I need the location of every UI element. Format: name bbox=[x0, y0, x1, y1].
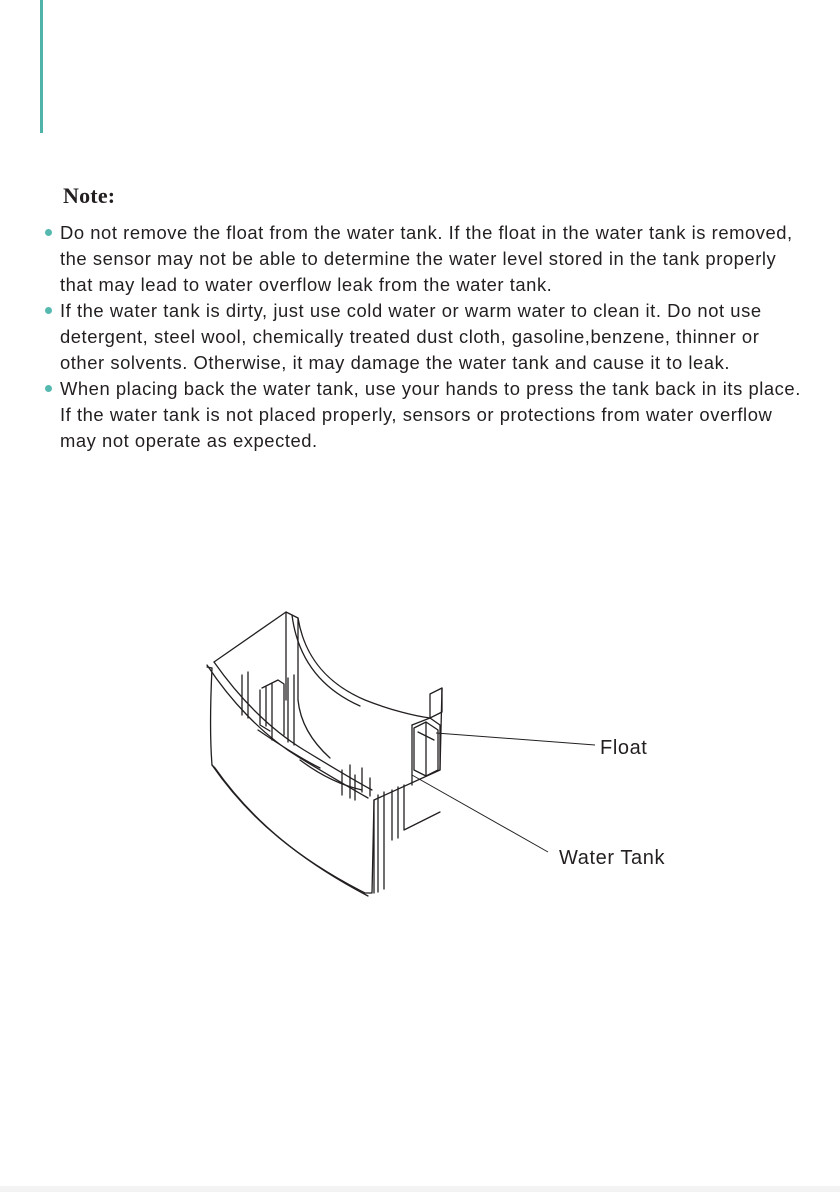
note-text: Do not remove the float from the water tank. If the float in the water tank is removed, the sensor may not be able to determine the water level stored in the tank properly that may lead to water overflow leak from the water tank. bbox=[60, 222, 793, 295]
accent-bar bbox=[40, 0, 43, 133]
note-list bbox=[42, 220, 802, 454]
page-edge bbox=[0, 1186, 840, 1192]
bullet-icon bbox=[45, 385, 52, 392]
note-item bbox=[42, 220, 802, 298]
note-item bbox=[42, 376, 802, 454]
water-tank-label: Water Tank bbox=[559, 847, 666, 869]
note-heading: Note: bbox=[63, 183, 116, 208]
note-text: When placing back the water tank, use your hands to press the tank back in its place. If the water tank is not placed properly, sensors or protections from water overflow may not operate as expected. bbox=[60, 378, 801, 451]
bullet-icon bbox=[45, 307, 52, 314]
note-text: If the water tank is dirty, just use cold water or warm water to clean it. Do not use detergent, steel wool, chemically treated dust cloth, gasoline,benzene, thinner or other solvents. Otherwise, it may damage the water tank and cause it to leak. bbox=[60, 300, 762, 373]
float-label: Float bbox=[600, 737, 648, 759]
bullet-icon bbox=[45, 229, 52, 236]
note-item bbox=[42, 298, 802, 376]
